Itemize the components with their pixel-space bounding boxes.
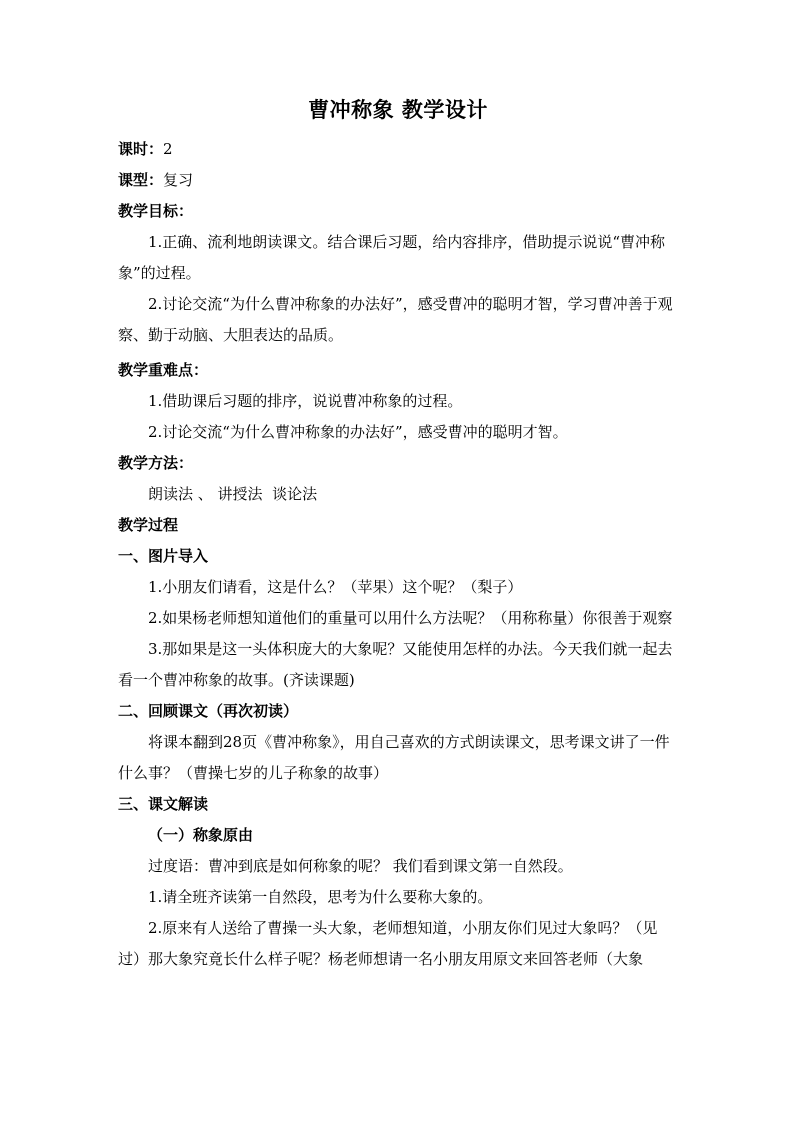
objectives-heading: 教学目标： bbox=[118, 202, 194, 220]
section-3-subheading-1: （一）称象原由 bbox=[148, 826, 254, 844]
key-point-1: 1.借助课后习题的排序，说说曹冲称象的过程。 bbox=[148, 392, 463, 410]
lesson-hours-value: 2 bbox=[163, 140, 173, 158]
section-1-heading: 一、图片导入 bbox=[118, 547, 209, 565]
lesson-type-label: 课型： bbox=[118, 171, 164, 189]
lesson-type-value: 复习 bbox=[163, 171, 194, 189]
section-3-heading: 三、课文解读 bbox=[118, 795, 209, 813]
section-1-item-1: 1.小朋友们请看，这是什么？（苹果）这个呢？（梨子） bbox=[148, 578, 523, 596]
objective-1: 1.正确、流利地朗读课文。结合课后习题，给内容排序，借助提示说说“曹冲称象”的过程。 bbox=[118, 233, 665, 282]
section-3-item-1: 1.请全班齐读第一自然段，思考为什么要称大象的。 bbox=[148, 888, 493, 906]
lesson-hours-label: 课时： bbox=[118, 140, 164, 158]
objective-2: 2.讨论交流“为什么曹冲称象的办法好”，感受曹冲的聪明才智，学习曹冲善于观察、勤于动脑、大胆表达的品质。 bbox=[118, 295, 673, 344]
methods-heading: 教学方法： bbox=[118, 454, 194, 472]
lesson-hours bbox=[118, 134, 678, 165]
methods-line: 朗读法 、 讲授法 谈论法 bbox=[148, 485, 318, 503]
section-2-paragraph: 将课本翻到28页《曹冲称象》，用自己喜欢的方式朗读课文，思考课文讲了一件什么事？（曹操七岁的儿子称象的故事） bbox=[118, 733, 670, 782]
section-3-item-2: 2.原来有人送给了曹操一头大象，老师想知道，小朋友你们见过大象吗？（见过）那大象究竟长什么样子呢？杨老师想请一名小朋友用原文来回答老师（大象 bbox=[118, 919, 658, 968]
key-point-2: 2.讨论交流“为什么曹冲称象的办法好”，感受曹冲的聪明才智。 bbox=[148, 423, 568, 441]
process-heading: 教学过程 bbox=[118, 516, 179, 534]
section-3-transition: 过度语：曹冲到底是如何称象的呢？ 我们看到课文第一自然段。 bbox=[148, 857, 573, 875]
section-1-item-2: 2.如果杨老师想知道他们的重量可以用什么方法呢？（用称称量）你很善于观察 bbox=[148, 609, 673, 627]
lesson-type bbox=[118, 165, 678, 196]
section-1-item-3: 3.那如果是这一头体积庞大的大象呢？又能使用怎样的办法。今天我们就一起去看一个曹冲称象的故事。(齐读课题) bbox=[118, 640, 673, 689]
document-title: 曹冲称象 教学设计 bbox=[308, 97, 488, 122]
key-points-heading: 教学重难点： bbox=[118, 361, 209, 379]
section-2-heading: 二、回顾课文（再次初读） bbox=[118, 702, 299, 720]
document-page bbox=[118, 96, 678, 975]
